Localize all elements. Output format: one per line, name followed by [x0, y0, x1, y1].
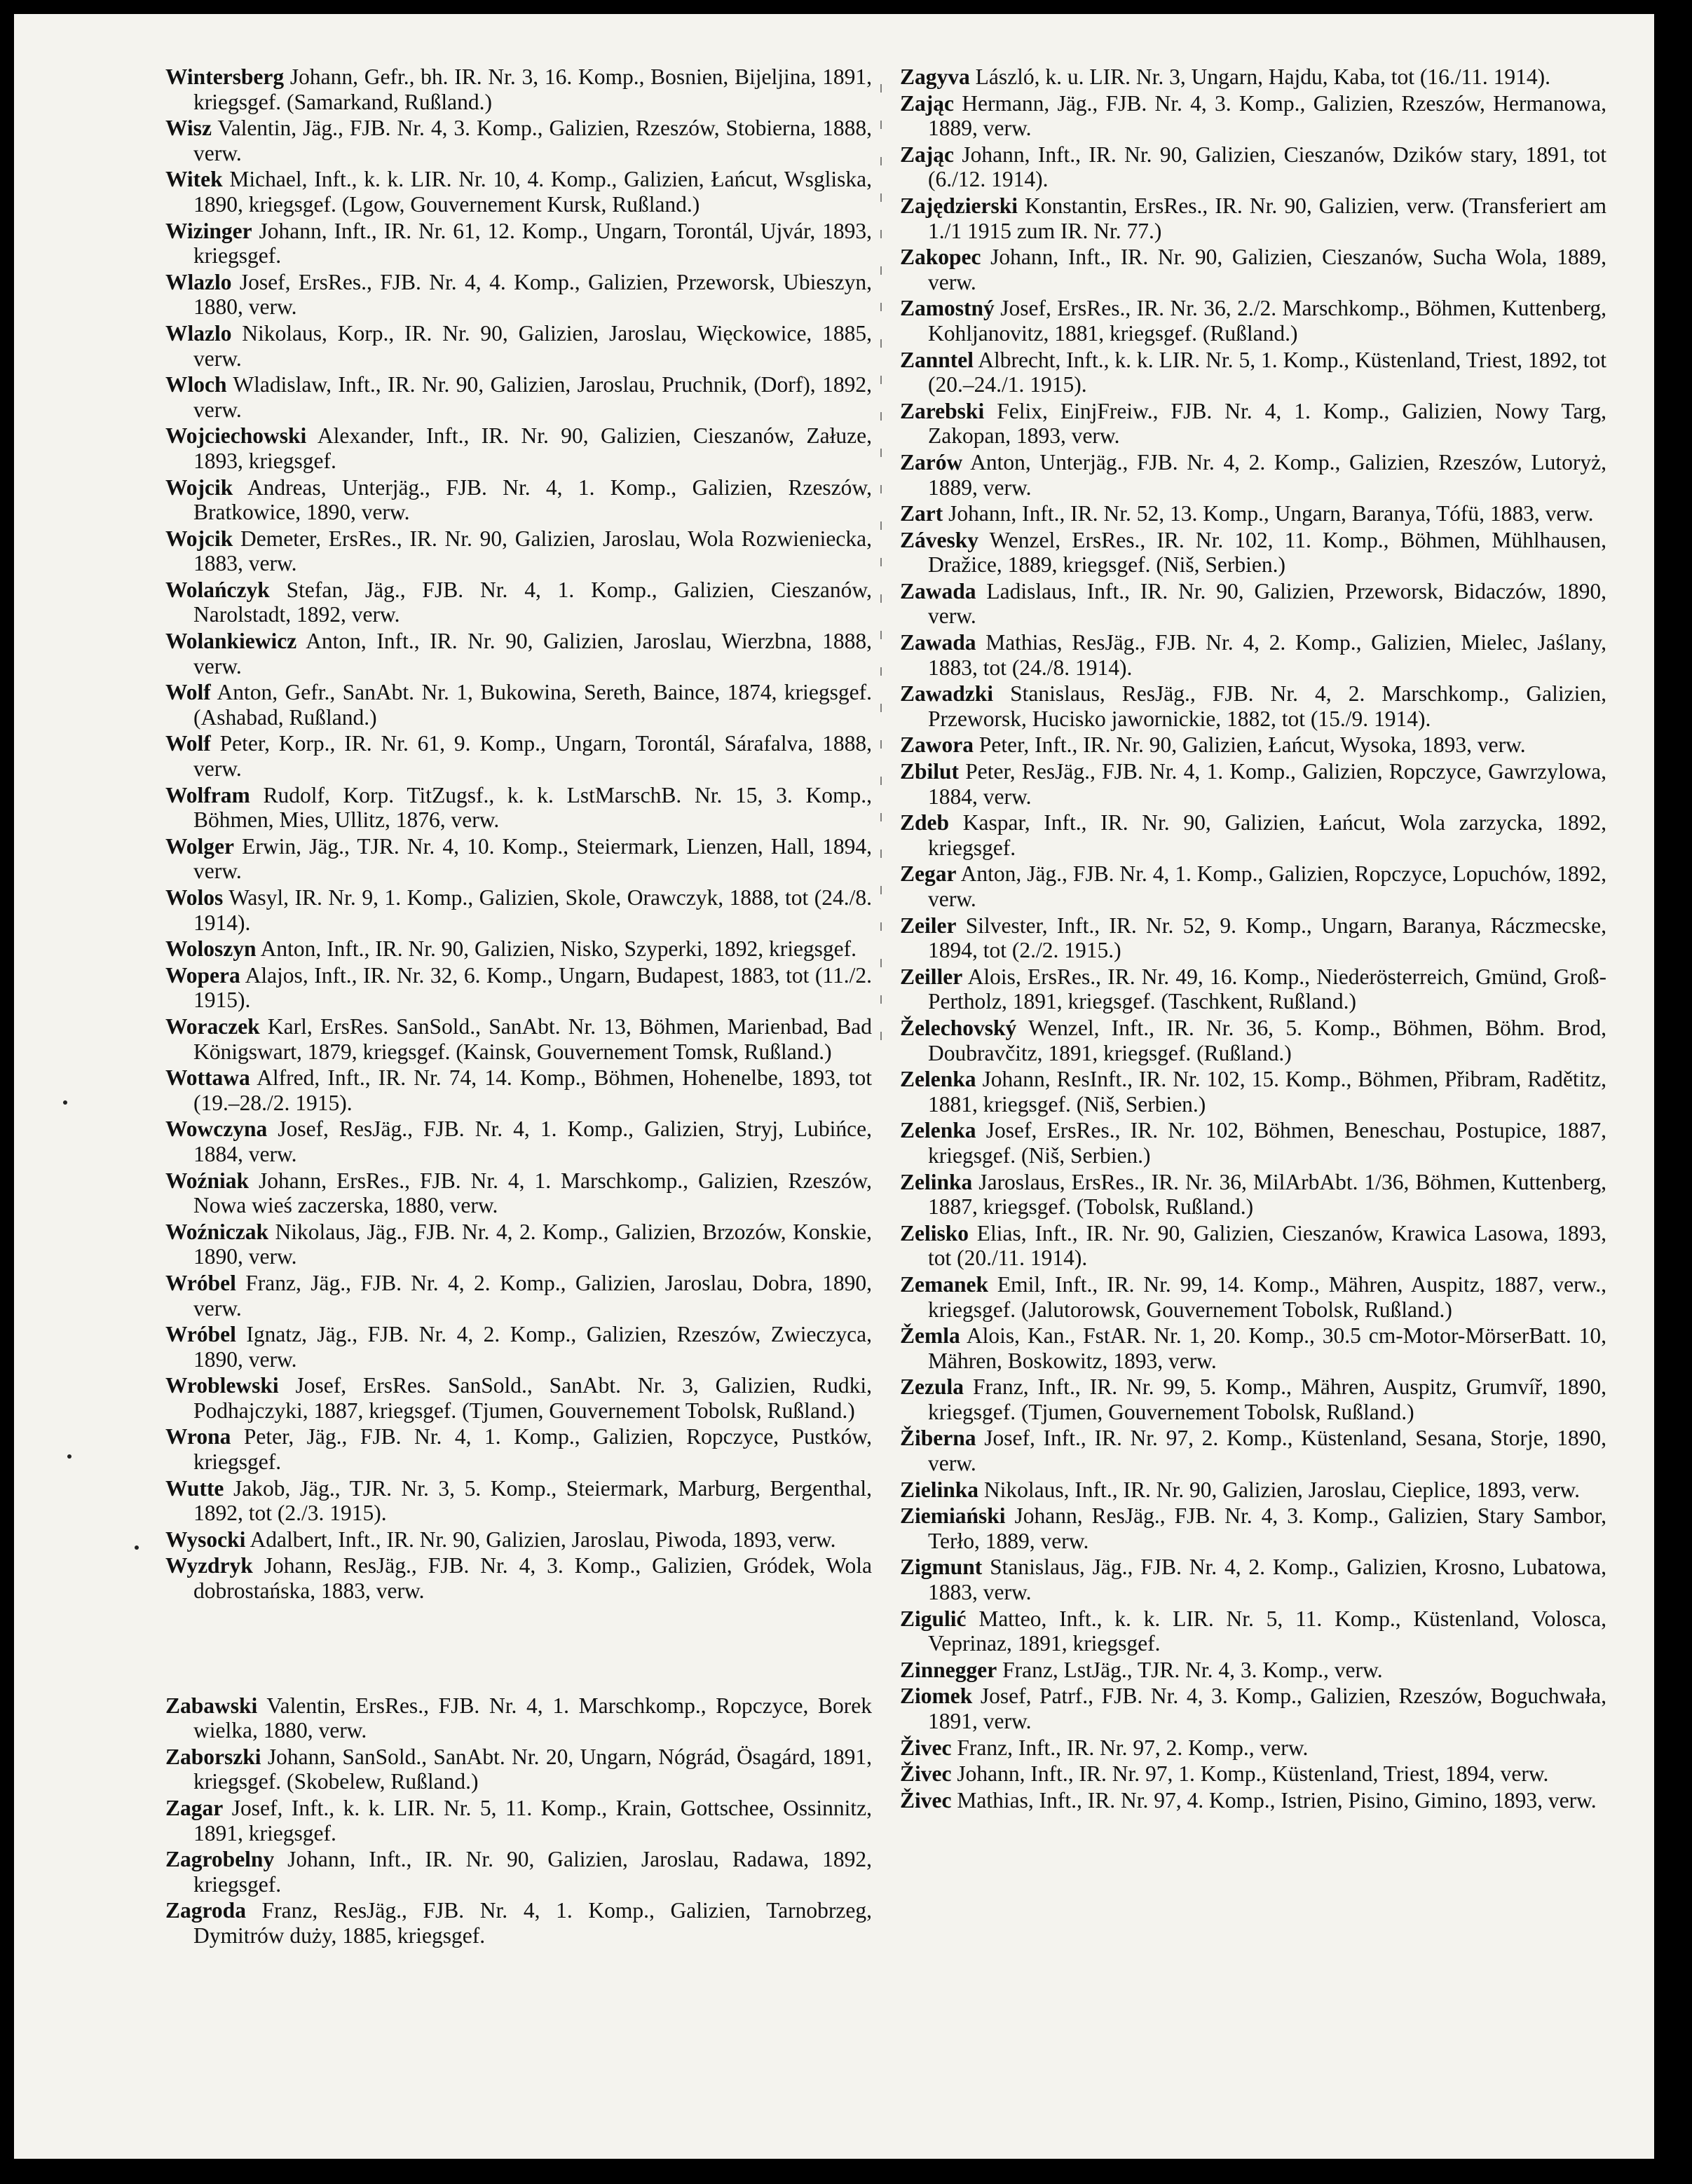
entry-details: Johann, Inft., IR. Nr. 90, Galizien, Jaroslau, Radawa, 1892, kriegsgef.: [193, 1847, 872, 1897]
document-page: [14, 14, 1654, 2159]
entry-details: Matteo, Inft., k. k. LIR. Nr. 5, 11. Komp., Küstenland, Volosca, Veprinaz, 1891, kriegsgef.: [928, 1606, 1606, 1656]
entry-surname: Zelisko: [900, 1220, 969, 1245]
entry-surname: Žiberna: [900, 1426, 976, 1451]
entry-details: Peter, Inft., IR. Nr. 90, Galizien, Łańcut, Wysoka, 1893, verw.: [974, 732, 1526, 758]
entry-details: Erwin, Jäg., TJR. Nr. 4, 10. Komp., Steiermark, Lienzen, Hall, 1894, verw.: [193, 833, 872, 884]
entry-details: Nikolaus, Korp., IR. Nr. 90, Galizien, Jaroslau, Więckowice, 1885, verw.: [193, 320, 872, 371]
register-entry: [900, 1606, 1606, 1656]
register-entry: [165, 1117, 872, 1166]
entry-details: Josef, ResJäg., FJB. Nr. 4, 1. Komp., Galizien, Stryj, Lubińce, 1884, verw.: [193, 1117, 872, 1166]
entry-surname: Zezula: [900, 1374, 964, 1400]
entry-details: Anton, Jäg., FJB. Nr. 4, 1. Komp., Galizien, Ropczyce, Lopuchów, 1892, verw.: [928, 861, 1606, 911]
entry-details: Johann, Inft., IR. Nr. 90, Galizien, Cieszanów, Sucha Wola, 1889, verw.: [928, 245, 1606, 294]
entry-surname: Zielinka: [900, 1477, 979, 1502]
register-entry: [165, 475, 872, 525]
entry-surname: Woźniczak: [165, 1219, 268, 1244]
register-entry: [900, 528, 1606, 578]
register-entry: [900, 1374, 1606, 1424]
register-entry: [165, 219, 872, 268]
entry-surname: Wowczyna: [165, 1117, 268, 1142]
register-entry: [165, 1553, 872, 1603]
register-entry: [900, 1735, 1606, 1761]
entry-details: Franz, ResJäg., FJB. Nr. 4, 1. Komp., Galizien, Tarnobrzeg, Dymitrów duży, 1885, kriegsgef.: [193, 1898, 872, 1948]
register-entry: [900, 501, 1606, 526]
entry-details: Franz, Jäg., FJB. Nr. 4, 2. Komp., Galizien, Jaroslau, Dobra, 1890, verw.: [193, 1270, 872, 1320]
register-entry: [165, 936, 872, 962]
register-entry: [165, 526, 872, 576]
entry-details: Franz, Inft., IR. Nr. 97, 2. Komp., verw.: [951, 1735, 1309, 1760]
entry-surname: Wolfram: [165, 782, 250, 807]
register-entry: [165, 1424, 872, 1474]
register-entry: [900, 1555, 1606, 1604]
section-gap: [165, 1605, 872, 1693]
register-entry: [165, 1693, 872, 1743]
register-entry: [165, 731, 872, 781]
entry-surname: Zagroda: [165, 1898, 246, 1923]
entry-details: Stanislaus, Jäg., FJB. Nr. 4, 2. Komp., Galizien, Krosno, Lubatowa, 1883, verw.: [928, 1555, 1606, 1605]
left-column: [165, 64, 872, 1950]
entry-details: Alois, ErsRes., IR. Nr. 49, 16. Komp., Niederösterreich, Gmünd, Groß-Pertholz, 1891, kriegsgef. (Taschkent, Rußland.): [928, 964, 1606, 1014]
scan-speck: [135, 1545, 139, 1550]
entry-details: Jakob, Jäg., TJR. Nr. 3, 5. Komp., Steiermark, Marburg, Bergenthal, 1892, tot (2./3. 1915).: [193, 1475, 872, 1526]
register-entry: [165, 1322, 872, 1372]
entry-surname: Woloszyn: [165, 936, 257, 962]
entry-details: Michael, Inft., k. k. LIR. Nr. 10, 4. Komp., Galizien, Łańcut, Wsgliska, 1890, kriegsgef. (Lgow, Gouvernement Kursk, Rußland.): [193, 167, 872, 217]
register-entry: [165, 834, 872, 884]
register-entry: [900, 1170, 1606, 1220]
entry-surname: Wojciechowski: [165, 423, 307, 449]
entry-surname: Wolos: [165, 885, 224, 910]
register-entry: [900, 1503, 1606, 1553]
entry-details: Peter, ResJäg., FJB. Nr. 4, 1. Komp., Galizien, Ropczyce, Gawrzylowa, 1884, verw.: [928, 759, 1606, 809]
register-entry: [900, 91, 1606, 141]
entry-surname: Živec: [900, 1787, 952, 1813]
entry-details: Anton, Gefr., SanAbt. Nr. 1, Bukowina, Sereth, Baince, 1874, kriegsgef. (Ashabad, Rußland.): [193, 680, 872, 730]
entry-details: Valentin, ErsRes., FJB. Nr. 4, 1. Marschkomp., Ropczyce, Borek wielka, 1880, verw.: [193, 1693, 872, 1743]
register-entry: [900, 861, 1606, 911]
register-entry: [165, 321, 872, 371]
entry-surname: Zinnegger: [900, 1657, 997, 1682]
entry-surname: Žemla: [900, 1323, 960, 1349]
entry-details: Nikolaus, Jäg., FJB. Nr. 4, 2. Komp., Galizien, Brzozów, Konskie, 1890, verw.: [193, 1219, 872, 1269]
entry-details: Josef, ErsRes. SanSold., SanAbt. Nr. 3, Galizien, Rudki, Podhajczyki, 1887, kriegsgef. (Tjumen, Gouvernement Tobolsk, Rußland.): [193, 1373, 872, 1423]
entry-surname: Wolf: [165, 731, 211, 756]
entry-surname: Zemanek: [900, 1271, 988, 1297]
scan-border-right: [1654, 0, 1692, 2184]
entry-surname: Wizinger: [165, 218, 252, 243]
register-entry: [165, 1220, 872, 1269]
entry-surname: Wojcik: [165, 475, 233, 500]
register-entry: [900, 348, 1606, 397]
register-entry: [165, 1527, 872, 1552]
entry-surname: Wroblewski: [165, 1373, 279, 1398]
register-entry: [900, 732, 1606, 758]
register-entry: [165, 1065, 872, 1115]
entry-surname: Zart: [900, 501, 943, 526]
entry-surname: Zakopec: [900, 245, 981, 270]
entry-surname: Wróbel: [165, 1270, 236, 1295]
entry-surname: Zanntel: [900, 347, 974, 372]
entry-details: Johann, Inft., IR. Nr. 90, Galizien, Cieszanów, Dzików stary, 1891, tot (6./12. 1914).: [928, 142, 1606, 192]
entry-surname: Zegar: [900, 861, 957, 887]
register-entry: [165, 1898, 872, 1948]
register-entry: [900, 1323, 1606, 1373]
entry-details: Josef, ErsRes., IR. Nr. 36, 2./2. Marschkomp., Böhmen, Kuttenberg, Kohljanovitz, 1881, kriegsgef. (Rußland.): [928, 296, 1606, 346]
entry-details: Konstantin, ErsRes., IR. Nr. 90, Galizien, verw. (Transferiert am 1./1 1915 zum IR. Nr. 77.): [928, 193, 1606, 243]
register-entry: [900, 399, 1606, 449]
register-entry: [900, 759, 1606, 809]
entry-details: Albrecht, Inft., k. k. LIR. Nr. 5, 1. Komp., Küstenland, Triest, 1892, tot (20.–24./1. 1915).: [928, 347, 1606, 397]
entry-surname: Ziomek: [900, 1684, 973, 1709]
entry-details: Nikolaus, Inft., IR. Nr. 90, Galizien, Jaroslau, Cieplice, 1893, verw.: [978, 1477, 1580, 1502]
entry-details: Stefan, Jäg., FJB. Nr. 4, 1. Komp., Galizien, Cieszanów, Narolstadt, 1892, verw.: [193, 577, 872, 627]
entry-details: Wasyl, IR. Nr. 9, 1. Komp., Galizien, Skole, Orawczyk, 1888, tot (24./8. 1914).: [193, 885, 872, 935]
entry-surname: Zawada: [900, 578, 976, 603]
register-entry: [165, 1014, 872, 1064]
register-entry: [900, 681, 1606, 731]
register-entry: [165, 372, 872, 422]
entry-surname: Wloch: [165, 372, 227, 397]
entry-details: Mathias, ResJäg., FJB. Nr. 4, 2. Komp., Galizien, Mielec, Jaślany, 1883, tot (24./8. 1914).: [928, 630, 1606, 680]
register-entry: [900, 296, 1606, 346]
entry-details: Anton, Inft., IR. Nr. 90, Galizien, Jaroslau, Wierzbna, 1888, verw.: [193, 629, 872, 678]
entry-details: Wenzel, Inft., IR. Nr. 36, 5. Komp., Böhmen, Böhm. Brod, Doubravčitz, 1891, kriegsgef. (Rußland.): [928, 1015, 1606, 1065]
entry-details: Johann, ResInft., IR. Nr. 102, 15. Komp., Böhmen, Přibram, Radětitz, 1881, kriegsgef. (Niš, Serbien.): [928, 1067, 1606, 1117]
entry-surname: Zbilut: [900, 759, 960, 784]
entry-surname: Wolańczyk: [165, 577, 270, 602]
entry-details: Johann, ResJäg., FJB. Nr. 4, 3. Komp., Galizien, Stary Sambor, Terło, 1889, verw.: [928, 1503, 1606, 1553]
register-entry: [900, 1761, 1606, 1787]
entry-surname: Zaborszki: [165, 1744, 261, 1769]
entry-details: Franz, Inft., IR. Nr. 99, 5. Komp., Mähren, Auspitz, Grumvíř, 1890, kriegsgef. (Tjumen, Gouvernement Tobolsk, Rußland.): [928, 1374, 1606, 1424]
entry-surname: Wolf: [165, 680, 211, 705]
register-entry: [165, 1745, 872, 1794]
entry-details: Wladislaw, Inft., IR. Nr. 90, Galizien, Jaroslau, Pruchnik, (Dorf), 1892, verw.: [193, 372, 872, 422]
entry-surname: Wintersberg: [165, 64, 285, 89]
entry-surname: Zelenka: [900, 1118, 976, 1143]
register-entry: [900, 1272, 1606, 1322]
register-entry: [900, 142, 1606, 192]
entry-details: Karl, ErsRes. SanSold., SanAbt. Nr. 13, Böhmen, Marienbad, Bad Königswart, 1879, kriegsgef. (Kainsk, Gouvernement Tomsk, Rußland.): [193, 1013, 872, 1064]
entry-surname: Wutte: [165, 1475, 224, 1501]
entry-details: Josef, Patrf., FJB. Nr. 4, 3. Komp., Galizien, Rzeszów, Boguchwała, 1891, verw.: [928, 1684, 1606, 1733]
entry-surname: Zagrobelny: [165, 1847, 275, 1872]
entry-surname: Zabawski: [165, 1693, 258, 1718]
entry-details: Silvester, Inft., IR. Nr. 52, 9. Komp., Ungarn, Baranya, Ráczmecske, 1894, tot (2./2. 1915.): [928, 913, 1606, 963]
register-entry: [165, 783, 872, 833]
entry-surname: Witek: [165, 167, 223, 192]
entry-details: Emil, Inft., IR. Nr. 99, 14. Komp., Mähren, Auspitz, 1887, verw., kriegsgef. (Jalutorowsk, Gouvernement Tobolsk, Rußland.): [928, 1271, 1606, 1322]
entry-surname: Zajędzierski: [900, 193, 1018, 218]
register-entry: [900, 64, 1606, 90]
register-entry: [165, 680, 872, 730]
entry-details: Anton, Unterjäg., FJB. Nr. 4, 2. Komp., Galizien, Rzeszów, Lutoryż, 1889, verw.: [928, 449, 1606, 500]
entry-details: Stanislaus, ResJäg., FJB. Nr. 4, 2. Marschkomp., Galizien, Przeworsk, Hucisko jawornickie, 1882, tot (15./9. 1914).: [928, 681, 1606, 731]
entry-surname: Wysocki: [165, 1527, 246, 1552]
register-entry: [900, 1788, 1606, 1813]
entry-details: László, k. u. LIR. Nr. 3, Ungarn, Hajdu, Kaba, tot (16./11. 1914).: [969, 64, 1550, 89]
entry-details: Franz, LstJäg., TJR. Nr. 4, 3. Komp., verw.: [997, 1657, 1383, 1682]
register-entry: [165, 1373, 872, 1423]
entry-surname: Živec: [900, 1735, 952, 1760]
entry-surname: Zagyva: [900, 64, 970, 89]
column-divider: [880, 84, 882, 1065]
entry-details: Alexander, Inft., IR. Nr. 90, Galizien, Cieszanów, Załuze, 1893, kriegsgef.: [193, 423, 872, 473]
register-entry: [900, 450, 1606, 500]
entry-surname: Živec: [900, 1761, 952, 1787]
entry-details: Valentin, Jäg., FJB. Nr. 4, 3. Komp., Galizien, Rzeszów, Stobierna, 1888, verw.: [193, 116, 872, 165]
entry-details: Josef, Inft., k. k. LIR. Nr. 5, 11. Komp., Krain, Gottschee, Ossinnitz, 1891, kriegsgef.: [193, 1796, 872, 1845]
register-entry: [900, 1067, 1606, 1117]
register-entry: [900, 579, 1606, 629]
scan-speck: [63, 1100, 67, 1105]
entry-details: Jaroslaus, ErsRes., IR. Nr. 36, MilArbAbt. 1/36, Böhmen, Kuttenberg, 1887, kriegsgef. (Tobolsk, Rußland.): [928, 1169, 1606, 1220]
register-entry: [165, 1847, 872, 1897]
register-entry: [900, 1221, 1606, 1271]
entry-details: Mathias, Inft., IR. Nr. 97, 4. Komp., Istrien, Pisino, Gimino, 1893, verw.: [951, 1787, 1597, 1813]
register-entry: [165, 629, 872, 678]
entry-details: Alois, Kan., FstAR. Nr. 1, 20. Komp., 30.5 cm-Motor-MörserBatt. 10, Mähren, Boskowitz, 1893, verw.: [928, 1323, 1606, 1373]
entry-details: Josef, ErsRes., FJB. Nr. 4, 4. Komp., Galizien, Przeworsk, Ubieszyn, 1880, verw.: [193, 269, 872, 320]
entry-surname: Wopera: [165, 962, 240, 988]
entry-surname: Zigulić: [900, 1606, 967, 1631]
entry-surname: Zarów: [900, 449, 963, 475]
entry-surname: Želechovský: [900, 1015, 1017, 1040]
register-entry: [165, 1168, 872, 1218]
entry-surname: Zamostný: [900, 296, 995, 321]
entry-surname: Woźniak: [165, 1168, 250, 1193]
entry-surname: Zając: [900, 142, 954, 167]
entry-surname: Zarebski: [900, 398, 985, 423]
entry-surname: Zelinka: [900, 1169, 973, 1194]
entry-surname: Wyzdryk: [165, 1553, 253, 1578]
register-entry: [165, 116, 872, 165]
entry-surname: Wrona: [165, 1424, 231, 1449]
register-entry: [165, 963, 872, 1013]
entry-surname: Zagar: [165, 1796, 224, 1820]
entry-details: Ignatz, Jäg., FJB. Nr. 4, 2. Komp., Galizien, Rzeszów, Zwieczyca, 1890, verw.: [193, 1322, 872, 1372]
entry-details: Johann, Inft., IR. Nr. 61, 12. Komp., Ungarn, Torontál, Ujvár, 1893, kriegsgef.: [193, 218, 872, 268]
register-entry: [165, 1796, 872, 1845]
entry-surname: Zelenka: [900, 1067, 976, 1092]
register-entry: [900, 1118, 1606, 1168]
entry-surname: Wróbel: [165, 1322, 236, 1347]
entry-surname: Wottawa: [165, 1065, 250, 1091]
register-entry: [900, 1658, 1606, 1683]
register-entry: [165, 270, 872, 320]
entry-details: Peter, Jäg., FJB. Nr. 4, 1. Komp., Galizien, Ropczyce, Pustków, kriegsgef.: [193, 1424, 872, 1475]
entry-surname: Zeiller: [900, 964, 963, 989]
entry-details: Johann, Inft., IR. Nr. 52, 13. Komp., Ungarn, Baranya, Tófü, 1883, verw.: [943, 501, 1594, 526]
register-entry: [165, 885, 872, 935]
register-entry: [165, 1271, 872, 1320]
entry-surname: Zigmunt: [900, 1555, 983, 1580]
entry-details: Johann, Gefr., bh. IR. Nr. 3, 16. Komp., Bosnien, Bijeljina, 1891, kriegsgef. (Samarkand, Rußland.): [193, 64, 872, 114]
entry-details: Hermann, Jäg., FJB. Nr. 4, 3. Komp., Galizien, Rzeszów, Hermanowa, 1889, verw.: [928, 90, 1606, 141]
entry-details: Alfred, Inft., IR. Nr. 74, 14. Komp., Böhmen, Hohenelbe, 1893, tot (19.–28./2. 1915).: [193, 1065, 872, 1115]
entry-surname: Wlazlo: [165, 320, 232, 346]
register-entry: [900, 1016, 1606, 1065]
entry-details: Adalbert, Inft., IR. Nr. 90, Galizien, Jaroslau, Piwoda, 1893, verw.: [245, 1527, 836, 1552]
entry-details: Demeter, ErsRes., IR. Nr. 90, Galizien, Jaroslau, Wola Rozwieniecka, 1883, verw.: [193, 526, 872, 576]
entry-details: Josef, Inft., IR. Nr. 97, 2. Komp., Küstenland, Sesana, Storje, 1890, verw.: [928, 1426, 1606, 1476]
entry-surname: Wojcik: [165, 526, 233, 551]
entry-details: Rudolf, Korp. TitZugsf., k. k. LstMarschB. Nr. 15, 3. Komp., Böhmen, Mies, Ullitz, 1876, verw.: [193, 782, 872, 833]
entry-details: Wenzel, ErsRes., IR. Nr. 102, 11. Komp., Böhmen, Mühlhausen, Dražice, 1889, kriegsgef. (Niš, Serbien.): [928, 527, 1606, 578]
register-entry: [900, 964, 1606, 1014]
entry-details: Johann, Inft., IR. Nr. 97, 1. Komp., Küstenland, Triest, 1894, verw.: [951, 1761, 1549, 1787]
entry-details: Johann, ErsRes., FJB. Nr. 4, 1. Marschkomp., Galizien, Rzeszów, Nowa wieś zaczerska, 1880, verw.: [193, 1168, 872, 1218]
entry-details: Josef, ErsRes., IR. Nr. 102, Böhmen, Beneschau, Postupice, 1887, kriegsgef. (Niš, Serbien.): [928, 1118, 1606, 1168]
register-entry: [165, 1476, 872, 1526]
entry-surname: Zawora: [900, 732, 974, 758]
entry-surname: Zeiler: [900, 913, 957, 938]
entry-details: Peter, Korp., IR. Nr. 61, 9. Komp., Ungarn, Torontál, Sárafalva, 1888, verw.: [193, 731, 872, 782]
entry-surname: Zdeb: [900, 810, 950, 835]
register-entry: [900, 630, 1606, 680]
entry-surname: Wolger: [165, 833, 234, 859]
entry-details: Felix, EinjFreiw., FJB. Nr. 4, 1. Komp., Galizien, Nowy Targ, Zakopan, 1893, verw.: [928, 398, 1606, 449]
register-entry: [900, 810, 1606, 860]
entry-details: Kaspar, Inft., IR. Nr. 90, Galizien, Łańcut, Wola zarzycka, 1892, kriegsgef.: [928, 810, 1606, 860]
entry-surname: Wisz: [165, 116, 212, 141]
entry-surname: Závesky: [900, 527, 979, 552]
register-entry: [165, 578, 872, 627]
entry-surname: Wolankiewicz: [165, 629, 297, 654]
entry-details: Johann, SanSold., SanAbt. Nr. 20, Ungarn, Nógrád, Ösagárd, 1891, kriegsgef. (Skobelew, Rußland.): [193, 1744, 872, 1794]
register-entry: [165, 64, 872, 114]
entry-details: Elias, Inft., IR. Nr. 90, Galizien, Cieszanów, Krawica Lasowa, 1893, tot (20./11. 1914).: [928, 1220, 1606, 1271]
register-entry: [900, 1426, 1606, 1475]
entry-details: Ladislaus, Inft., IR. Nr. 90, Galizien, Przeworsk, Bidaczów, 1890, verw.: [928, 578, 1606, 629]
register-entry: [165, 423, 872, 473]
register-entry: [900, 913, 1606, 963]
entry-surname: Ziemiański: [900, 1503, 1006, 1529]
entry-surname: Zawada: [900, 630, 976, 655]
register-entry: [900, 193, 1606, 243]
entry-surname: Woraczek: [165, 1013, 260, 1039]
entry-surname: Wlazlo: [165, 269, 232, 294]
right-column: [900, 64, 1606, 1814]
entry-details: Johann, ResJäg., FJB. Nr. 4, 3. Komp., Galizien, Gródek, Wola dobrostańska, 1883, verw.: [193, 1553, 872, 1604]
register-entry: [900, 1684, 1606, 1733]
register-entry: [165, 167, 872, 217]
register-entry: [900, 1477, 1606, 1503]
entry-details: Alajos, Inft., IR. Nr. 32, 6. Komp., Ungarn, Budapest, 1883, tot (11./2. 1915).: [193, 962, 872, 1013]
scan-speck: [67, 1454, 71, 1459]
register-entry: [900, 245, 1606, 294]
entry-details: Andreas, Unterjäg., FJB. Nr. 4, 1. Komp., Galizien, Rzeszów, Bratkowice, 1890, verw.: [193, 475, 872, 525]
entry-details: Anton, Inft., IR. Nr. 90, Galizien, Nisko, Szyperki, 1892, kriegsgef.: [256, 936, 857, 962]
entry-surname: Zawadzki: [900, 681, 994, 707]
entry-surname: Zając: [900, 90, 954, 116]
